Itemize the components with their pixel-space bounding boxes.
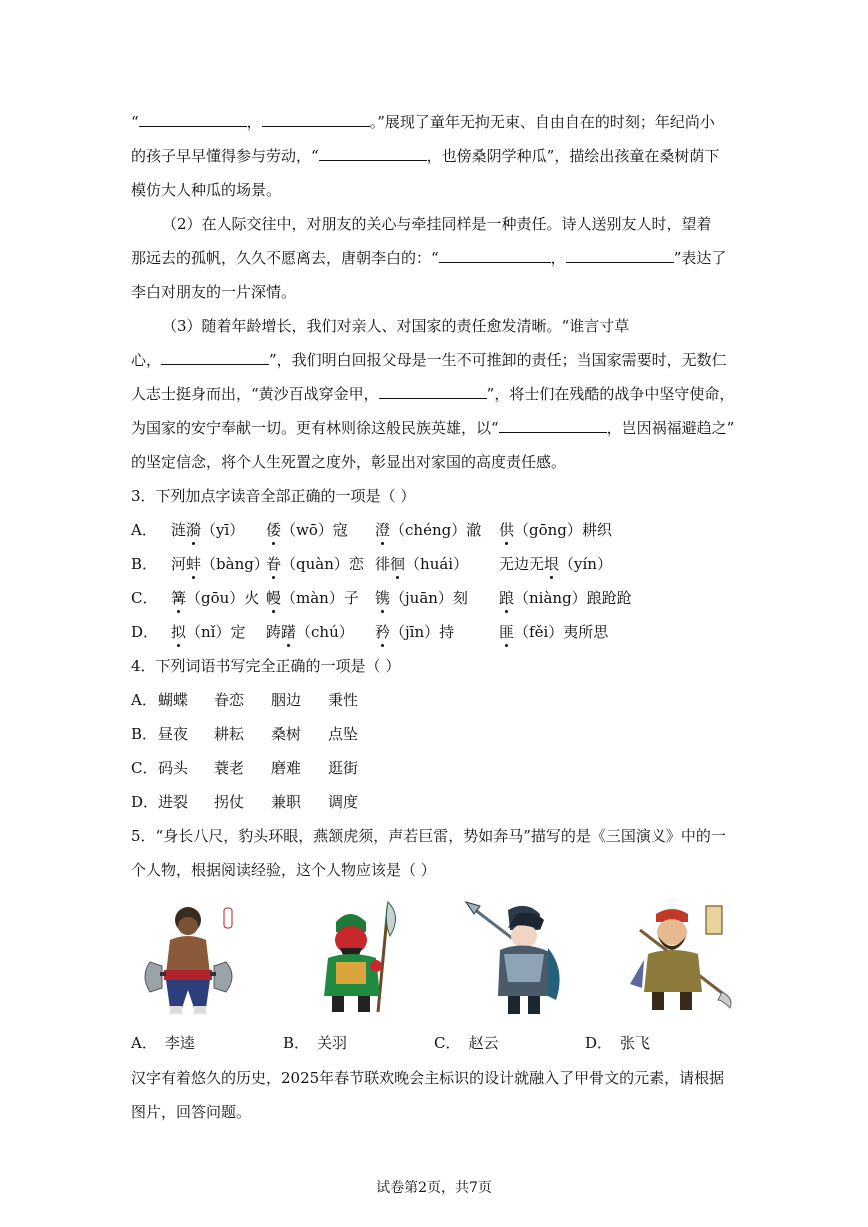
answer-blank[interactable]: [566, 248, 674, 263]
p1-line-1: “ ， 。”展现了童年无拘无束、自由自在的时刻；年纪尚小: [131, 113, 715, 131]
q3-option-d-word: [266, 621, 354, 643]
p1-line-3: 模仿大人种瓜的场景。: [131, 181, 282, 199]
q3-option-c-label[interactable]: C．: [131, 589, 158, 607]
q3-option-a-label[interactable]: A．: [131, 521, 157, 539]
q4-option-word: 调度: [328, 793, 359, 811]
pinyin-reading: （màn）子: [281, 589, 359, 607]
q3-option-b-word: [171, 553, 269, 575]
p3-line-3: 人志士挺身而出，“黄沙百战穿金甲， ”，将士们在残酷的战争中坚守使命，: [131, 385, 735, 403]
zhao-yun-figure: [464, 900, 568, 1018]
q5-option-a[interactable]: [131, 1032, 195, 1054]
q4-option-word: 耕耘: [214, 725, 245, 743]
pinyin-reading: （niàng）踉跄跄: [514, 589, 632, 607]
pinyin-reading: （chú）: [296, 623, 354, 641]
q3-option-d-word: [171, 621, 245, 643]
pinyin-reading: （juān）刻: [390, 589, 468, 607]
option-text: 赵云: [468, 1034, 499, 1052]
answer-blank[interactable]: [439, 248, 551, 263]
page-footer: 试卷第2页，共7页: [376, 1180, 492, 1196]
p3-line-2: 心， ”，我们明白回报父母是一生不可推卸的责任；当国家需要时，无数仁: [131, 351, 727, 369]
q4-option-word: 逛街: [328, 759, 359, 777]
dotted-character: 篝: [171, 589, 187, 607]
passage-line-2: 图片，回答问题。: [131, 1103, 252, 1121]
q5-option-c[interactable]: [434, 1032, 499, 1054]
dotted-character: 踉: [499, 589, 515, 607]
q4-option-word: 桑树: [271, 725, 302, 743]
p2-line-3: 李白对朋友的一片深情。: [131, 283, 297, 301]
dotted-character: 漪: [186, 521, 202, 539]
q4-option-label[interactable]: B．: [131, 725, 158, 743]
pinyin-reading: （wō）寇: [281, 521, 348, 539]
q3-option-d-word: [499, 621, 608, 643]
option-text: 关羽: [317, 1034, 348, 1052]
q5-option-b[interactable]: [283, 1032, 347, 1054]
answer-blank[interactable]: [319, 146, 427, 161]
option-label: A．: [131, 1034, 157, 1052]
q4-option-word: 蓑老: [214, 759, 245, 777]
q5-stem-line-1: 5．“身长八尺，豹头环眼，燕颔虎须，声若巨雷，势如奔马”描写的是《三国演义》中的一: [131, 827, 726, 845]
q5-stem-line-2: 个人物，根据阅读经验，这个人物应该是（ ）: [131, 861, 436, 879]
pinyin-reading: （bàng）: [201, 555, 269, 573]
dotted-character: 徊: [390, 555, 406, 573]
p2-line-2: 那远去的孤帆，久久不愿离去，唐朝李白的：“ ， ”表达了: [131, 249, 727, 267]
passage-line-1: 汉字有着悠久的历史，2025年春节联欢晚会主标识的设计就融入了甲骨文的元素，请根据: [131, 1069, 725, 1087]
q4-option-word: 码头: [158, 759, 189, 777]
p3-line-4: 为国家的安宁奉献一切。更有林则徐这般民族英雄，以“ ，岂因祸福避趋之”: [131, 419, 735, 437]
word-prefix: 徘: [375, 555, 391, 573]
q3-option-c-word: [499, 587, 632, 609]
dotted-character: 幔: [266, 589, 282, 607]
pinyin-reading: （nǐ）定: [186, 623, 246, 641]
q3-option-a-word: [171, 519, 244, 541]
option-label: B．: [283, 1034, 310, 1052]
dotted-character: 匪: [499, 623, 515, 641]
pinyin-reading: （chéng）澈: [390, 521, 482, 539]
li-kui-figure: [140, 900, 242, 1018]
guan-yu-figure: [306, 900, 406, 1018]
q4-option-word: 进裂: [158, 793, 189, 811]
q3-option-d-label[interactable]: D．: [131, 623, 159, 641]
answer-blank[interactable]: [139, 112, 247, 127]
pinyin-reading: （yín）: [559, 555, 612, 573]
q4-stem: 4．下列词语书写完全正确的一项是（ ）: [131, 657, 401, 675]
dotted-character: 供: [499, 521, 515, 539]
p1-line-2: 的孩子早早懂得参与劳动，“ ，也傍桑阴学种瓜”，描绘出孩童在桑树荫下: [131, 147, 720, 165]
q3-option-c-word: [266, 587, 359, 609]
pinyin-reading: （quàn）恋: [281, 555, 364, 573]
q4-option-word: 蝴蝶: [158, 691, 189, 709]
q5-option-d[interactable]: [585, 1032, 650, 1054]
option-text: 李逵: [164, 1034, 195, 1052]
pinyin-reading: （yī）: [201, 521, 245, 539]
q3-option-b-label[interactable]: B．: [131, 555, 158, 573]
word-prefix: 河: [171, 555, 187, 573]
dotted-character: 蚌: [186, 555, 202, 573]
pinyin-reading: （gōng）耕织: [514, 521, 612, 539]
pinyin-reading: （jīn）持: [390, 623, 455, 641]
word-prefix: 踌: [266, 623, 282, 641]
q4-option-label[interactable]: C．: [131, 759, 158, 777]
pinyin-reading: （fěi）夷所思: [514, 623, 609, 641]
q4-option-word: 磨难: [271, 759, 302, 777]
q3-option-b-word: [375, 553, 468, 575]
pinyin-reading: （gōu）火: [186, 589, 260, 607]
word-prefix: 涟: [171, 521, 187, 539]
q4-option-label[interactable]: D．: [131, 793, 159, 811]
q3-option-c-word: [375, 587, 468, 609]
word-prefix: 无边无: [499, 555, 545, 573]
q3-option-b-word: [266, 553, 364, 575]
q4-option-word: 拐仗: [214, 793, 245, 811]
q4-option-word: 秉性: [328, 691, 359, 709]
zhang-fei-figure: [626, 900, 736, 1018]
q3-option-c-word: [171, 587, 259, 609]
p2-line-1: （2）在人际交往中，对朋友的关心与牵挂同样是一种责任。诗人送别友人时，望着: [162, 215, 712, 233]
dotted-character: 倭: [266, 521, 282, 539]
q4-option-word: 兼职: [271, 793, 302, 811]
option-label: C．: [434, 1034, 461, 1052]
q4-option-word: 昼夜: [158, 725, 189, 743]
option-label: D．: [585, 1034, 613, 1052]
dotted-character: 澄: [375, 521, 391, 539]
q3-option-b-word: [499, 553, 612, 575]
option-text: 张飞: [620, 1034, 651, 1052]
p3-line-1: （3）随着年龄增长，我们对亲人、对国家的责任愈发清晰。“谁言寸草: [162, 317, 630, 335]
dotted-character: 镌: [375, 589, 391, 607]
answer-blank[interactable]: [262, 112, 370, 127]
answer-blank[interactable]: [379, 384, 487, 399]
p3-line-5: 的坚定信念，将个人生死置之度外，彰显出对家国的高度责任感。: [131, 453, 567, 471]
q4-option-word: 点坠: [328, 725, 359, 743]
q3-option-a-word: [266, 519, 348, 541]
dotted-character: 拟: [171, 623, 187, 641]
pinyin-reading: （huái）: [405, 555, 469, 573]
dotted-character: 躇: [281, 623, 297, 641]
q4-option-label[interactable]: A．: [131, 691, 157, 709]
q3-option-a-word: [375, 519, 481, 541]
dotted-character: 矜: [375, 623, 391, 641]
q3-option-a-word: [499, 519, 612, 541]
q4-option-word: 眷恋: [214, 691, 245, 709]
answer-blank[interactable]: [161, 350, 269, 365]
q3-stem: 3．下列加点字读音全部正确的一项是（ ）: [131, 487, 416, 505]
dotted-character: 眷: [266, 555, 282, 573]
q3-option-d-word: [375, 621, 454, 643]
dotted-character: 垠: [544, 555, 560, 573]
q4-option-word: 胭边: [271, 691, 302, 709]
answer-blank[interactable]: [499, 418, 607, 433]
